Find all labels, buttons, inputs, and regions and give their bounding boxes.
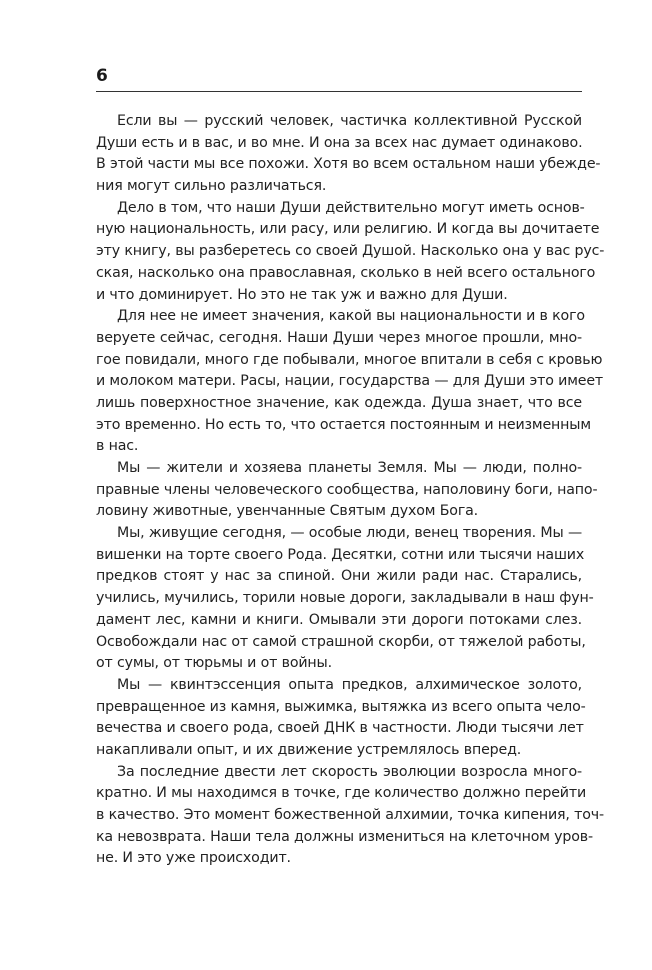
text-line: и что доминирует. Но это не так уж и важно для Души. [96,286,508,303]
text-line: правные члены человеческого сообщества, наполовину боги, напо- [96,481,598,498]
paragraph [96,458,598,523]
text-line: предков стоят у нас за спиной. Они жили ради нас. Старались, [96,568,582,585]
body-text [96,111,605,870]
text-line: лишь поверхностное значение, как одежда. Душа знает, что все [96,394,582,411]
text-line: ка невозврата. Наши тела должны измениться на клеточном уров- [96,828,593,845]
text-line: Мы — жители и хозяева планеты Земля. Мы — люди, полно- [117,460,582,476]
paragraph [96,523,594,675]
text-line: За последние двести лет скорость эволюции возросла много- [117,763,582,780]
text-line: эту книгу, вы разберетесь со своей Душой. Насколько она у вас рус- [96,243,605,260]
text-line: ская, насколько она православная, сколько в ней всего остального [96,264,596,281]
text-line: в нас. [96,438,139,455]
text-line: Для нее не имеет значения, какой вы национальности и в кого [117,308,585,325]
text-line: кратно. И мы находимся в точке, где количество должно перейти [96,785,587,802]
text-line: от сумы, от тюрьмы и от войны. [96,655,332,672]
page-number: 6 [96,66,108,86]
text-line: ния могут сильно различаться. [96,178,327,195]
paragraph [96,675,586,762]
header-rule [96,91,582,92]
text-line: Мы — квинтэссенция опыта предков, алхимическое золото, [117,676,582,693]
text-line: учились, мучились, торили новые дороги, закладывали в наш фун- [96,590,594,607]
text-line: это временно. Но есть то, что остается постоянным и неизменным [96,416,591,433]
paragraph [96,762,604,870]
text-line: превращенное из камня, выжимка, вытяжка из всего опыта чело- [96,698,586,715]
paragraph [96,111,601,198]
text-line: и молоком матери. Расы, нации, государства — для Души это имеет [96,373,604,390]
text-line: В этой части мы все похожи. Хотя во всем остальном наши убежде- [96,156,601,173]
text-line: ную национальность, или расу, или религию. И когда вы дочитаете [96,221,600,238]
text-line: веруете сейчас, сегодня. Наши Души через многое прошли, мно- [96,329,582,346]
text-line: вечества и своего рода, своей ДНК в частности. Люди тысячи лет [96,720,584,737]
text-line: дамент лес, камни и книги. Омывали эти дороги потоками слез. [96,611,582,628]
text-line: гое повидали, много где побывали, многое впитали в себя с кровью [96,351,603,368]
text-line: вишенки на торте своего Рода. Десятки, сотни или тысячи наших [96,546,585,563]
text-line: ловину животные, увенчанные Святым духом Бога. [96,503,479,520]
text-line: не. И это уже происходит. [96,850,291,867]
text-line: в качество. Это момент божественной алхимии, точка кипения, точ- [96,807,604,823]
text-line: Если вы — русский человек, частичка коллективной Русской [117,113,582,129]
text-line: Души есть и в вас, и во мне. И она за всех нас думает одинаково. [96,134,583,151]
text-line: Освобождали нас от самой страшной скорби, от тяжелой работы, [96,633,586,650]
text-line: Дело в том, что наши Души действительно могут иметь основ- [117,199,585,216]
text-line: накапливали опыт, и их движение устремлялось вперед. [96,741,522,758]
paragraph [96,306,604,458]
text-line: Мы, живущие сегодня, — особые люди, венец творения. Мы — [117,525,582,542]
paragraph [96,198,605,306]
